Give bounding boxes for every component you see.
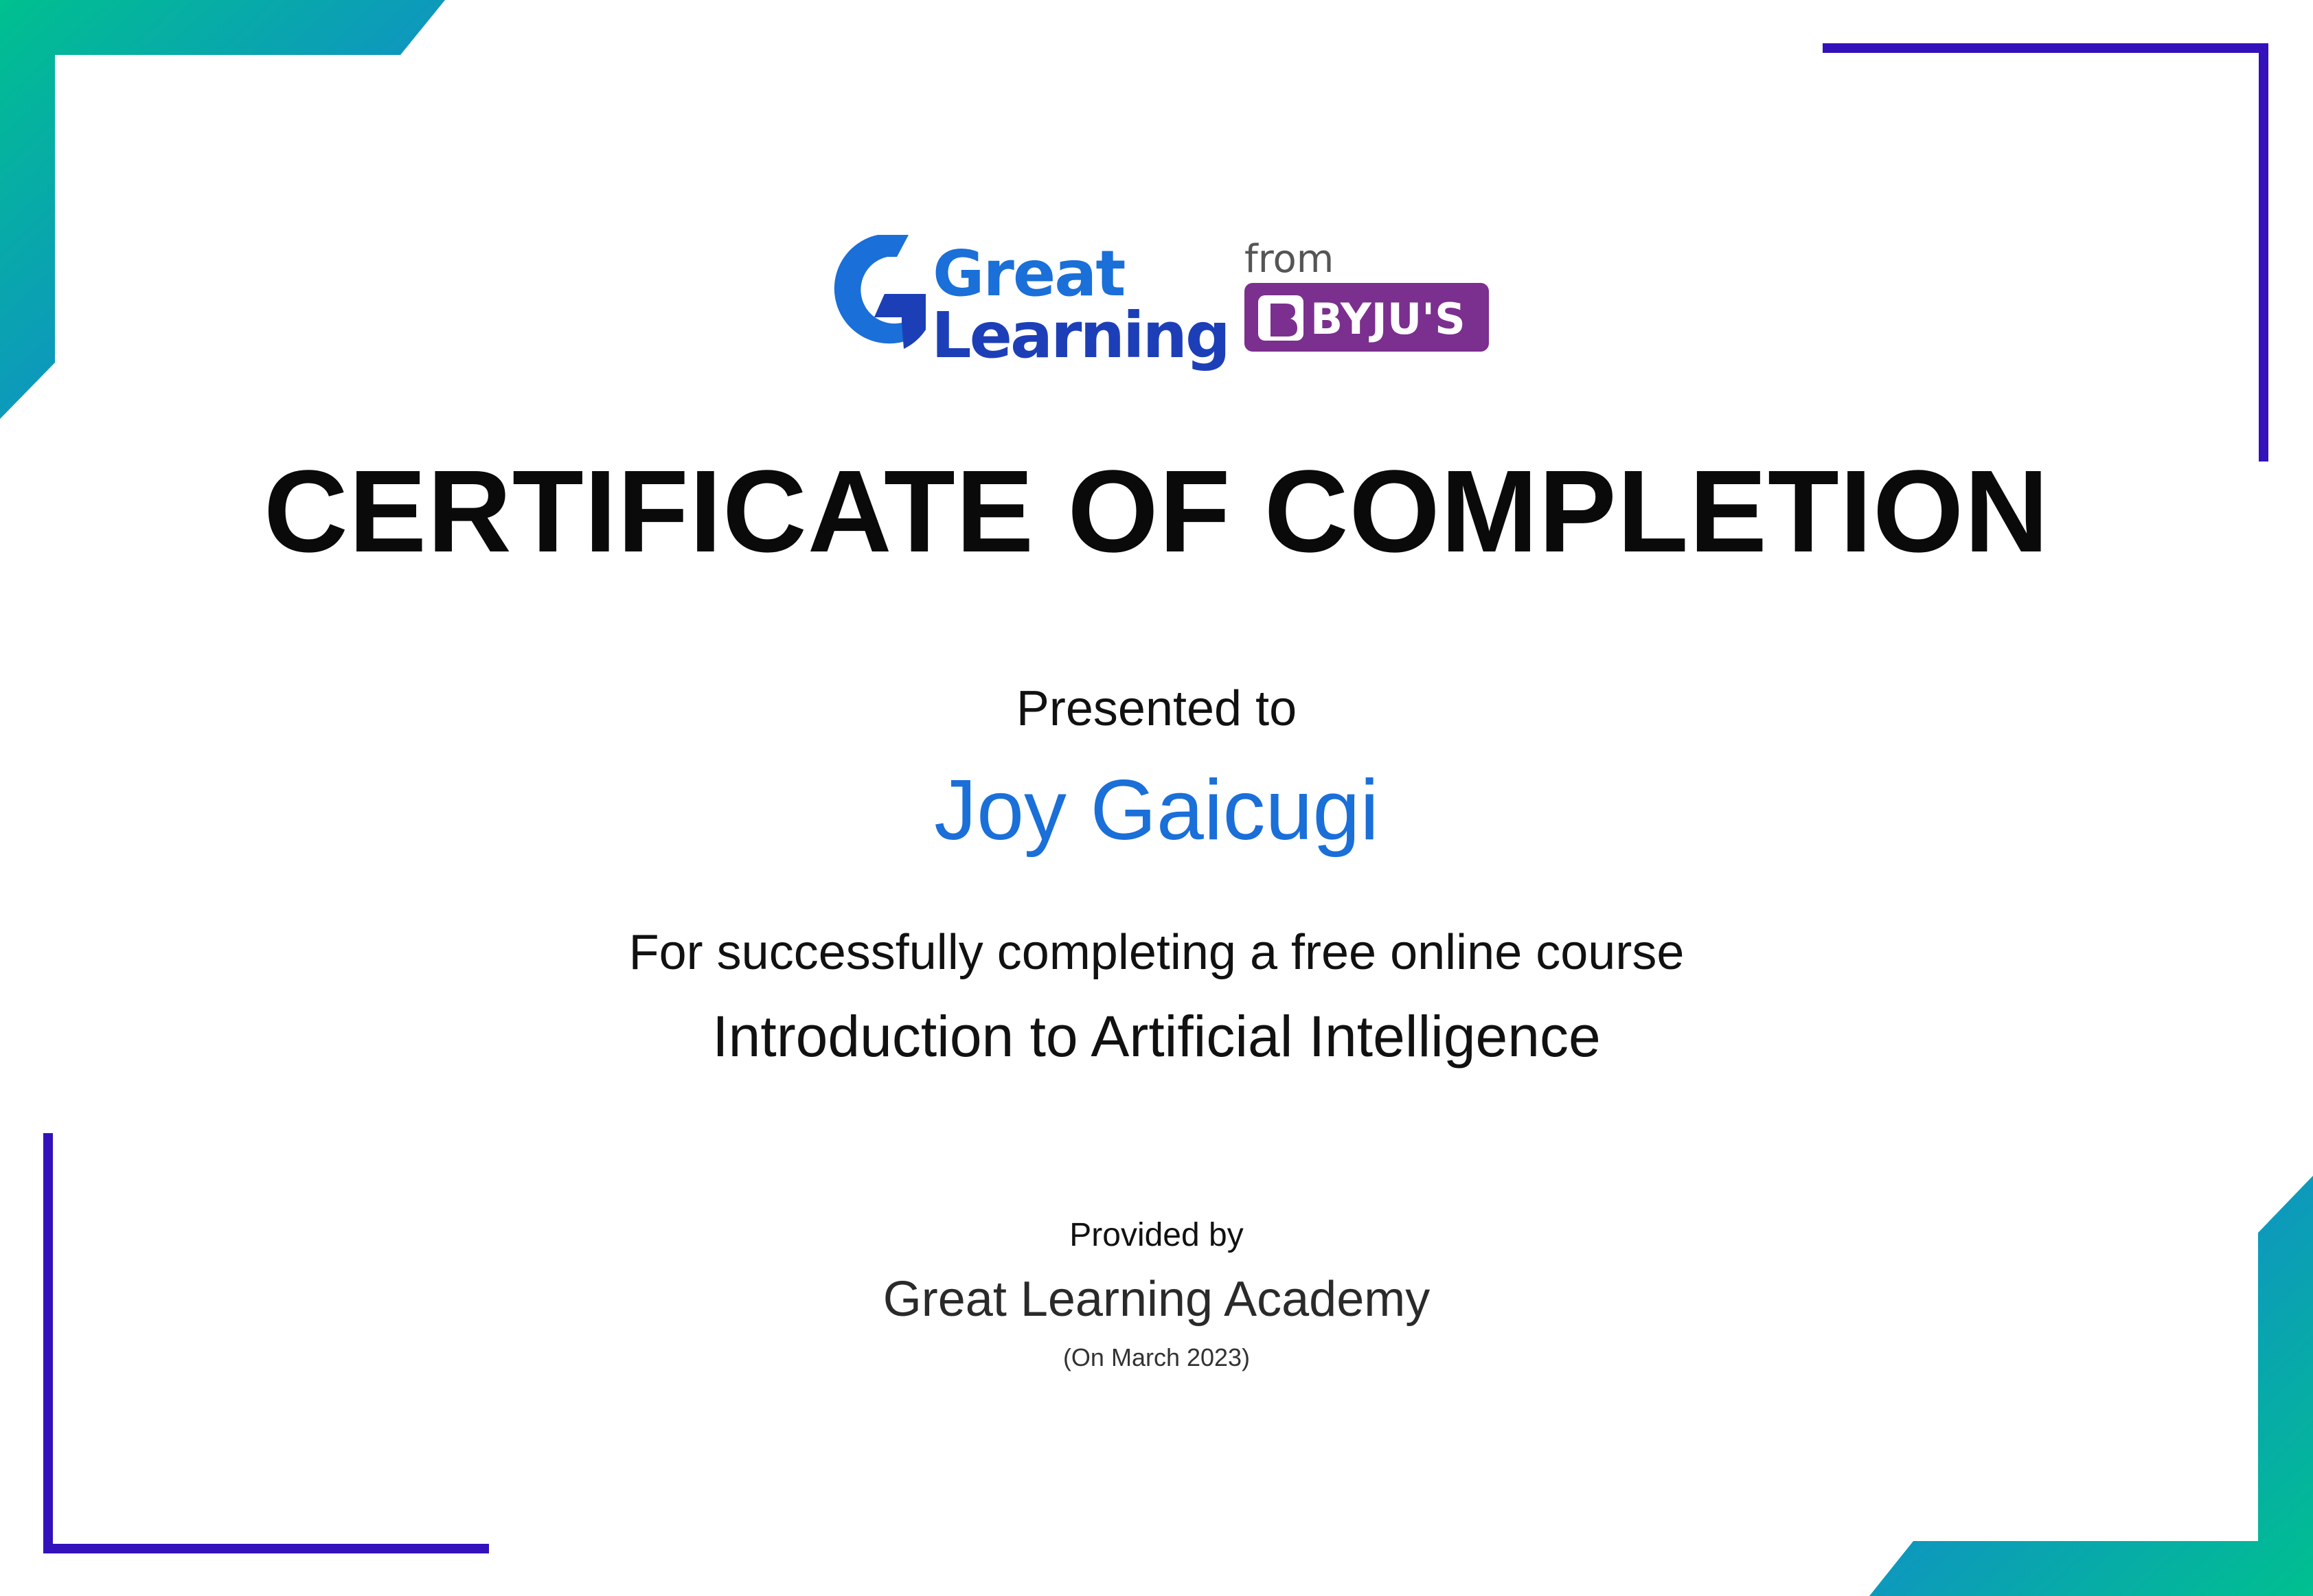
logo-from-label: from <box>1244 237 1334 282</box>
logo-byjus-name: BYJU'S <box>1310 294 1466 344</box>
course-name: Introduction to Artificial Intelligence <box>712 1004 1601 1069</box>
great-learning-byjus-logo <box>816 227 1496 378</box>
provided-label: Provided by <box>1069 1217 1244 1253</box>
byjus-b-icon <box>1258 295 1303 341</box>
certificate-title: CERTIFICATE OF COMPLETION <box>263 446 2050 577</box>
great-learning-g-icon <box>834 235 926 349</box>
top-right-frame-line <box>1823 48 2264 461</box>
recipient-name: Joy Gaicugi <box>934 763 1379 858</box>
top-left-gradient-corner <box>0 0 445 419</box>
presented-label: Presented to <box>1016 681 1297 736</box>
bottom-left-frame-line <box>48 1133 489 1549</box>
provider-name: Great Learning Academy <box>882 1272 1431 1327</box>
logo-word-learning: Learning <box>931 299 1229 372</box>
completion-date: (On March 2023) <box>1062 1343 1251 1371</box>
completion-text: For successfully completing a free online course <box>628 925 1685 980</box>
logo-word-great: Great <box>933 237 1125 310</box>
